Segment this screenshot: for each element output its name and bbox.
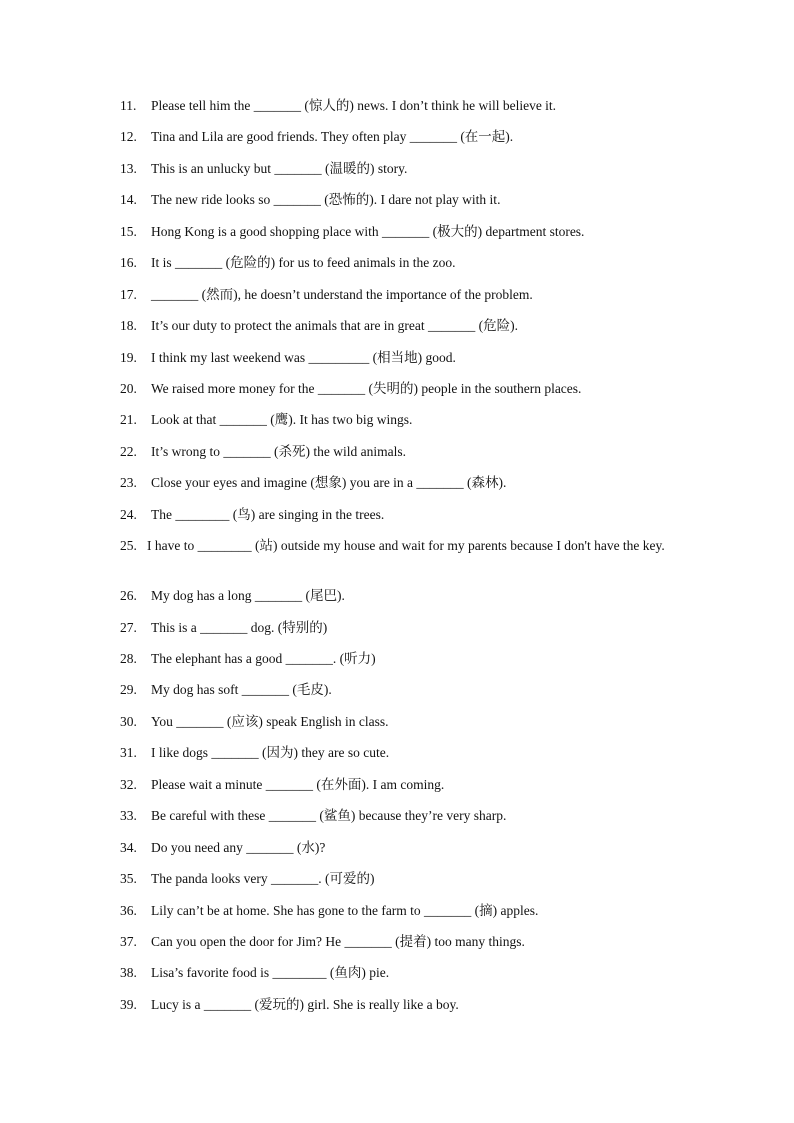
exercise-number: 23. <box>120 475 137 491</box>
exercise-text: Hong Kong is a good shopping place with _______ (极大的) department stores. <box>151 223 585 239</box>
exercise-number: 24. <box>120 506 137 522</box>
exercise-text: This is a _______ dog. (特别的) <box>151 619 328 635</box>
exercise-text: It is _______ (危险的) for us to feed animals in the zoo. <box>151 255 456 271</box>
exercise-item <box>120 649 676 680</box>
exercise-text: Tina and Lila are good friends. They often play _______ (在一起). <box>151 129 514 145</box>
exercise-text: Close your eyes and imagine (想象) you are in a _______ (森林). <box>151 475 507 491</box>
exercise-number: 13. <box>120 160 137 176</box>
exercise-number: 37. <box>120 933 137 949</box>
exercise-item <box>120 838 676 869</box>
exercise-number: 35. <box>120 871 137 887</box>
exercise-item <box>120 253 676 284</box>
exercise-text: Look at that _______ (鹰). It has two big wings. <box>151 412 413 428</box>
exercise-text: We raised more money for the _______ (失明的) people in the southern places. <box>151 380 582 396</box>
exercise-number: 20. <box>120 380 137 396</box>
exercise-text: Please wait a minute _______ (在外面). I am coming. <box>151 776 445 792</box>
exercise-number: 25. <box>120 538 137 554</box>
exercise-number: 34. <box>120 839 137 855</box>
exercise-number: 27. <box>120 619 137 635</box>
exercise-text: The panda looks very _______. (可爱的) <box>151 871 375 887</box>
exercise-text: I have to ________ (站) outside my house and wait for my parents because I don't have the key. <box>147 538 665 554</box>
exercise-number: 18. <box>120 318 137 334</box>
exercise-text: Can you open the door for Jim? He _______ (提着) too many things. <box>151 933 525 949</box>
exercise-text: You _______ (应该) speak English in class. <box>151 713 389 729</box>
exercise-item <box>120 743 676 774</box>
exercise-item <box>120 316 676 347</box>
exercise-text: _______ (然而), he doesn’t understand the importance of the problem. <box>151 286 533 302</box>
exercise-number: 33. <box>120 808 137 824</box>
exercise-item <box>120 348 676 379</box>
exercise-item <box>120 806 676 837</box>
exercise-item <box>120 963 676 994</box>
exercise-number: 32. <box>120 776 137 792</box>
exercise-number: 22. <box>120 443 137 459</box>
exercise-number: 38. <box>120 965 137 981</box>
exercise-item <box>120 505 676 536</box>
exercise-text: I think my last weekend was _________ (相当地) good. <box>151 349 456 365</box>
exercise-text: Lucy is a _______ (爱玩的) girl. She is really like a boy. <box>151 996 459 1012</box>
exercise-item <box>120 410 676 441</box>
exercise-item <box>120 775 676 806</box>
exercise-item <box>120 159 676 190</box>
exercise-item <box>120 96 676 127</box>
exercise-number: 16. <box>120 255 137 271</box>
exercise-text: Please tell him the _______ (惊人的) news. I don’t think he will believe it. <box>151 98 557 113</box>
exercise-text: It’s our duty to protect the animals that are in great _______ (危险). <box>151 318 519 334</box>
exercise-number: 26. <box>120 588 137 604</box>
exercise-text: Be careful with these _______ (鲨鱼) because they’re very sharp. <box>151 808 507 824</box>
exercise-text: The elephant has a good _______. (听力) <box>151 651 376 666</box>
exercise-item <box>120 680 676 711</box>
exercise-number: 21. <box>120 412 137 428</box>
exercise-number: 36. <box>120 902 137 918</box>
exercise-item <box>120 901 676 932</box>
exercise-text: My dog has a long _______ (尾巴). <box>151 588 345 604</box>
exercise-number: 14. <box>120 192 137 208</box>
exercise-item <box>120 473 676 504</box>
exercise-text: Lisa’s favorite food is ________ (鱼肉) pie. <box>151 965 390 981</box>
exercise-text: This is an unlucky but _______ (温暖的) story. <box>151 160 408 176</box>
exercise-item <box>120 190 676 221</box>
exercise-number: 28. <box>120 651 137 666</box>
exercise-item <box>120 869 676 900</box>
exercise-text: The ________ (鸟) are singing in the trees. <box>151 506 385 522</box>
exercise-number: 29. <box>120 682 137 698</box>
exercise-text: I like dogs _______ (因为) they are so cute. <box>151 745 390 761</box>
exercise-item <box>120 442 676 473</box>
exercise-item <box>120 712 676 743</box>
exercise-item <box>120 379 676 410</box>
exercise-number: 19. <box>120 349 137 365</box>
exercise-number: 31. <box>120 745 137 761</box>
exercise-text: It’s wrong to _______ (杀死) the wild animals. <box>151 443 406 459</box>
exercise-number: 17. <box>120 286 137 302</box>
exercise-item <box>120 127 676 158</box>
exercise-item <box>120 285 676 316</box>
exercise-item <box>120 586 676 617</box>
exercise-item <box>120 618 676 649</box>
exercise-number: 30. <box>120 713 137 729</box>
exercise-number: 12. <box>120 129 137 145</box>
exercise-item <box>120 995 676 1026</box>
exercise-number: 15. <box>120 223 137 239</box>
exercise-number: 11. <box>120 98 137 113</box>
exercise-text: The new ride looks so _______ (恐怖的). I dare not play with it. <box>151 192 501 208</box>
exercise-item <box>120 222 676 253</box>
exercise-list <box>120 96 676 1026</box>
exercise-text: My dog has soft _______ (毛皮). <box>151 682 332 698</box>
exercise-text: Lily can’t be at home. She has gone to the farm to _______ (摘) apples. <box>151 902 539 918</box>
exercise-item <box>120 536 676 586</box>
exercise-item <box>120 932 676 963</box>
exercise-number: 39. <box>120 996 137 1012</box>
exercise-text: Do you need any _______ (水)? <box>151 839 326 855</box>
